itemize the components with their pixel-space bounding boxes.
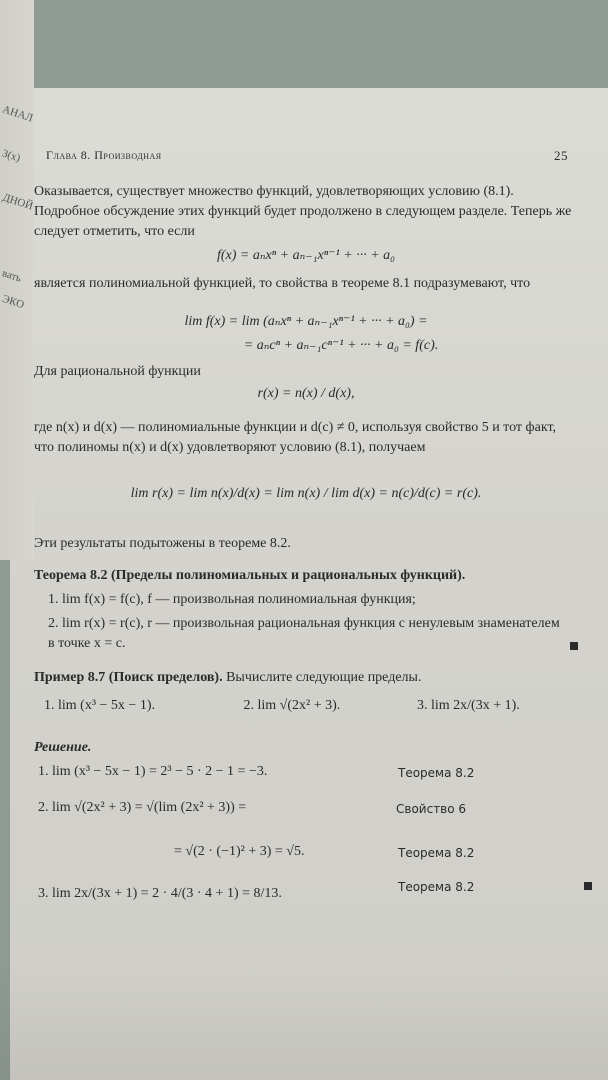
formula: lim r(x) = lim n(x)/d(x) = lim n(x) / lim d(x) = n(c)/d(c) = r(c). <box>130 486 482 501</box>
solution-note: Теорема 8.2 <box>398 880 475 894</box>
margin-fragment: 3(x) <box>0 147 22 165</box>
paragraph: Оказывается, существует множество функций, удовлетворяющих условию (8.1). Подробное обсуждение этих функций будет продолжено в следующем разделе. Теперь же следует отметить, что если <box>34 184 572 239</box>
problem-3: 3. lim 2x/(3x + 1). <box>417 698 520 713</box>
solution-title: Решение. <box>34 740 92 755</box>
qed-mark <box>584 882 592 890</box>
previous-page-edge <box>0 0 34 560</box>
example-title: Пример 8.7 (Поиск пределов). <box>34 670 223 685</box>
example-task: Вычислите следующие пределы. <box>226 670 422 685</box>
margin-fragment: вать <box>0 267 23 285</box>
page-number: 25 <box>554 148 568 163</box>
running-header <box>46 148 568 163</box>
problem-2: 2. lim √(2x² + 3). <box>243 698 341 713</box>
formula: r(x) = n(x) / d(x), <box>257 386 355 401</box>
example-problems <box>34 696 578 716</box>
qed-mark <box>570 642 578 650</box>
problem-1: 1. lim (x³ − 5x − 1). <box>44 698 155 713</box>
margin-fragment: ЭКО <box>0 292 26 312</box>
margin-fragment: ДНОЙ <box>0 191 34 213</box>
paragraph: является полиномиальной функцией, то свойства в теореме 8.1 подразумевают, что <box>34 276 531 291</box>
page-shadow <box>0 960 608 1080</box>
solution-step: = √(2 · (−1)² + 3) = √5. <box>174 844 305 859</box>
solution-note: Теорема 8.2 <box>398 766 475 780</box>
formula: lim f(x) = lim (aₙxⁿ + aₙ₋₁xⁿ⁻¹ + ··· + a₀) = <box>184 314 428 329</box>
solution-step: 2. lim √(2x² + 3) = √(lim (2x² + 3)) = <box>38 800 247 815</box>
paragraph: Для рациональной функции <box>34 364 201 379</box>
example-heading <box>34 668 578 688</box>
theorem-item: 1. lim f(x) = f(c), f — произвольная полиномиальная функция; <box>48 592 416 607</box>
theorem-item: 2. lim r(x) = r(c), r — произвольная рациональная функция с ненулевым знаменателем в точке x = c. <box>48 616 560 651</box>
formula: f(x) = aₙxⁿ + aₙ₋₁xⁿ⁻¹ + ··· + a₀ <box>216 248 396 263</box>
theorem-title: Теорема 8.2 (Пределы полиномиальных и рациональных функций). <box>34 568 466 583</box>
margin-fragment: АНАЛ <box>0 103 34 125</box>
chapter-title: Глава 8. Производная <box>46 148 162 162</box>
solution-step: 1. lim (x³ − 5x − 1) = 2³ − 5 · 2 − 1 = −3. <box>38 764 268 779</box>
paragraph: Эти результаты подытожены в теореме 8.2. <box>34 536 291 551</box>
paragraph: где n(x) и d(x) — полиномиальные функции и d(c) ≠ 0, используя свойство 5 и тот факт, что полиномы n(x) и d(x) удовлетворяют условию (8.1), получаем <box>34 420 557 455</box>
formula: = aₙcⁿ + aₙ₋₁cⁿ⁻¹ + ··· + a₀ = f(c). <box>243 338 439 353</box>
solution-step: 3. lim 2x/(3x + 1) = 2 · 4/(3 · 4 + 1) = 8/13. <box>38 886 282 901</box>
solution-note: Свойство 6 <box>396 802 467 816</box>
solution-note: Теорема 8.2 <box>398 846 475 860</box>
